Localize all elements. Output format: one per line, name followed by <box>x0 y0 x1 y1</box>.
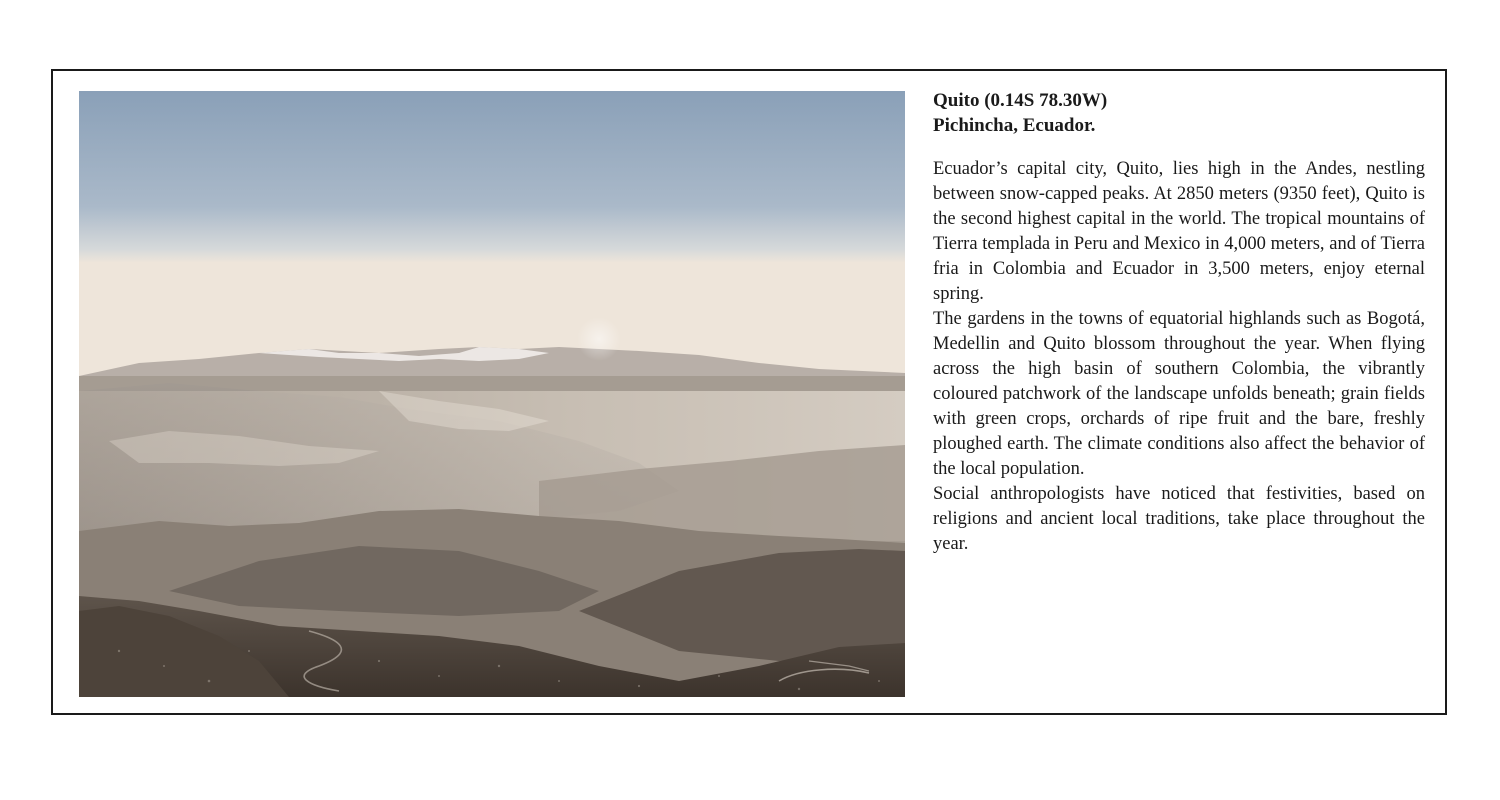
page-frame <box>51 69 1447 715</box>
mountain-landscape-image <box>79 91 905 697</box>
description-paragraph: Ecuador’s capital city, Quito, lies high in the Andes, nestling between snow-capped peaks. At 2850 meters (9350 feet), Quito is the second highest capital in the world. The tropical mountains of Tierra templada in Peru and Mexico in 4,000 meters, and of Tierra fria in Colombia and Ecuador in 3,500 meters, enjoy eternal spring. <box>933 159 1425 304</box>
text-column <box>933 88 1425 557</box>
location-coordinates: Quito (0.14S 78.30W) <box>933 90 1108 111</box>
description-paragraph: The gardens in the towns of equatorial highlands such as Bogotá, Medellin and Quito blossom throughout the year. When flying across the high basin of southern Colombia, the vibrantly coloured patchwork of the landscape unfolds beneath; grain fields with green crops, orchards of ripe fruit and the bare, freshly ploughed earth. The climate conditions also affect the behavior of the local population. <box>933 309 1425 479</box>
landscape-photo <box>79 91 905 697</box>
description-paragraph: Social anthropologists have noticed that festivities, based on religions and ancient local traditions, take place throughout the year. <box>933 484 1425 554</box>
description-body <box>933 157 1425 557</box>
location-region: Pichincha, Ecuador. <box>933 115 1096 136</box>
location-heading <box>933 88 1425 138</box>
